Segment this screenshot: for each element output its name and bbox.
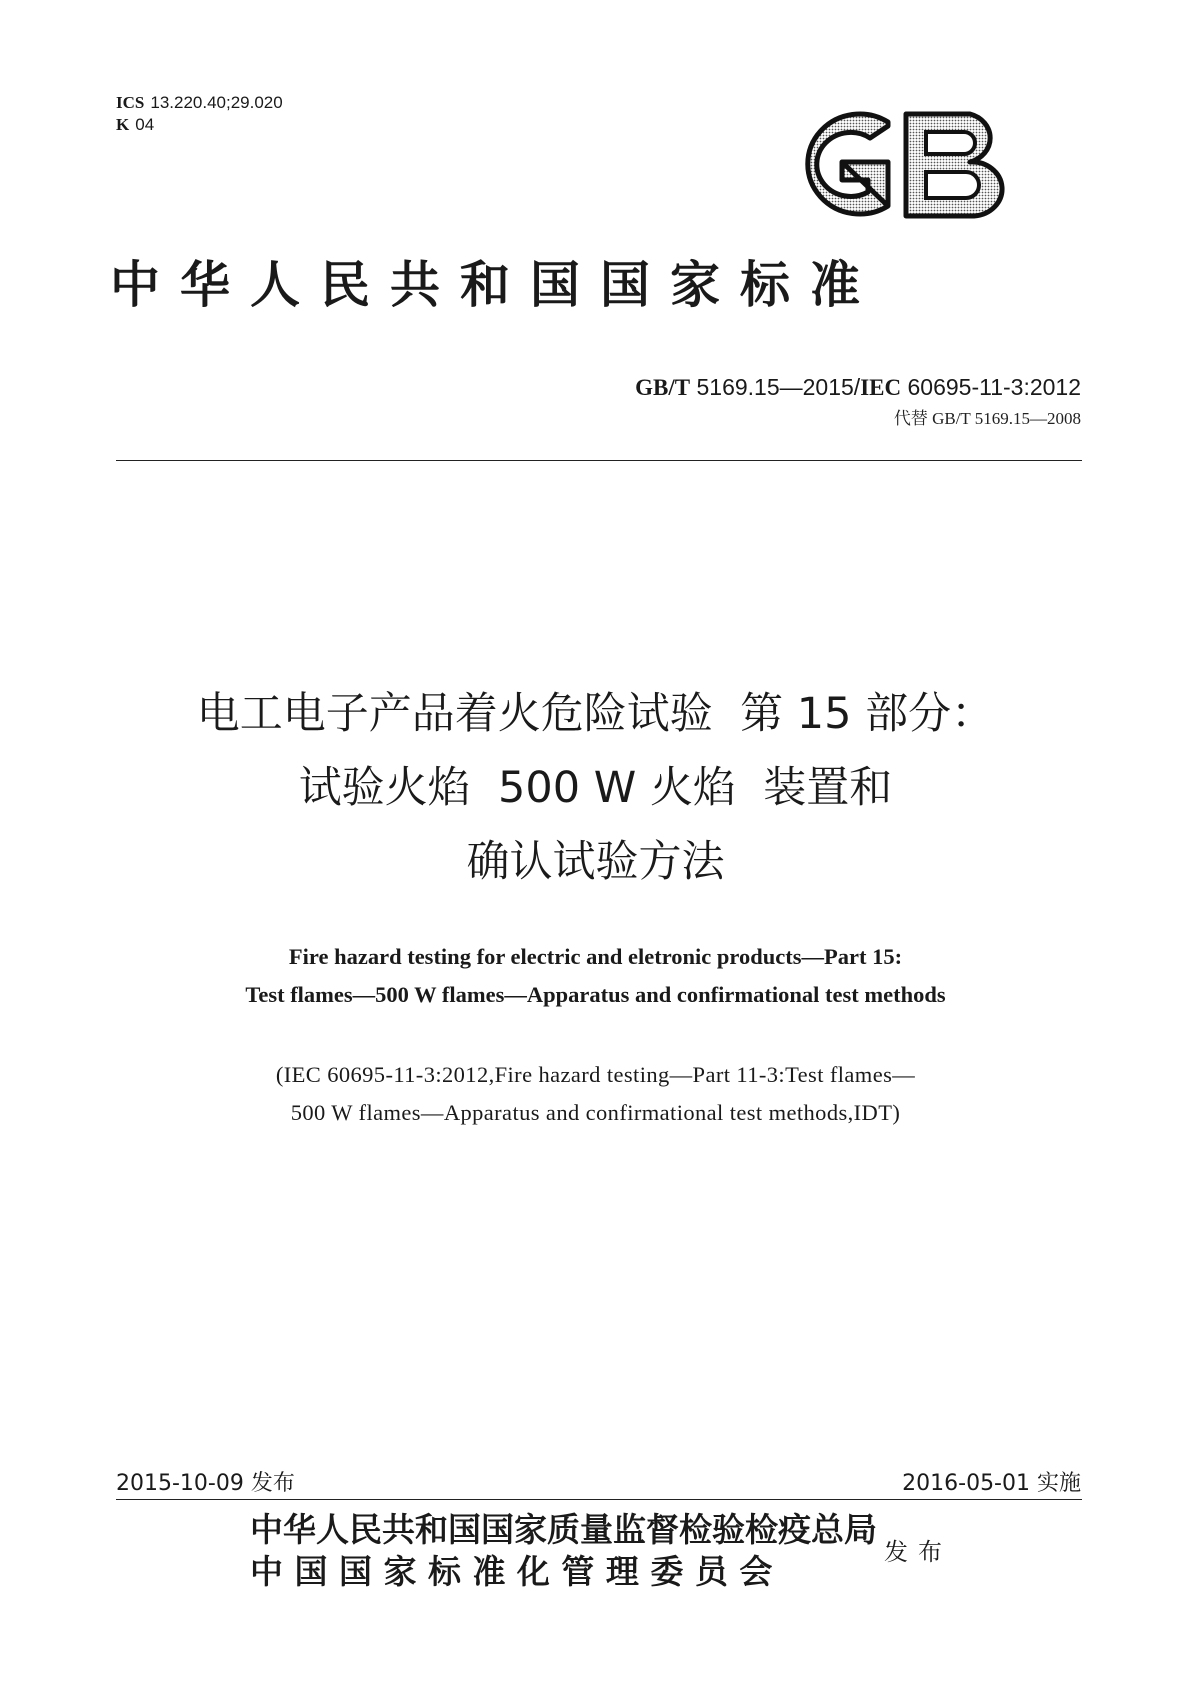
issue-label: 发布 [884,1538,952,1566]
title-en-line2: Test flames—500 W flames—Apparatus and confirmational test methods [245,982,946,1007]
ics-code: ICS 13.220.40;29.020 [116,93,283,112]
iec-equivalence-line1: (IEC 60695-11-3:2012,Fire hazard testing—Part 11-3:Test flames— [275,1062,916,1087]
issuer-sac: 中 国 国 家 标 准 化 管 理 委 员 会 [250,1552,773,1591]
title-cn-line2: 试验火焰 500 W 火焰 装置和 [298,763,893,813]
title-en-line1: Fire hazard testing for electric and eletronic products—Part 15: [288,944,903,969]
title-cn-line1: 电工电子产品着火危险试验 第 15 部分： [196,689,995,739]
national-standard-title: 中华人民共和国国家标准 [110,256,880,314]
title-cn-line3: 确认试验方法 [466,837,725,887]
replaces-note: 代替 GB/T 5169.15—2008 [893,409,1081,428]
issuer-aqsiq: 中华人民共和国国家质量监督检验检疫总局 [250,1510,877,1549]
classification-codes [116,92,283,136]
iec-equivalence-line2: 500 W flames—Apparatus and confirmational test methods,IDT) [290,1100,901,1125]
issue-date: 2015-10-09 发布 [116,1471,295,1496]
footer-divider [116,1499,1082,1500]
header-divider [116,460,1082,461]
implementation-date: 2016-05-01 实施 [902,1471,1081,1496]
gb-logo-icon [780,104,1020,224]
ccs-code: K 04 [116,115,155,134]
standard-number: GB/T 5169.15—2015/IEC 60695-11-3:2012 [635,374,1081,400]
